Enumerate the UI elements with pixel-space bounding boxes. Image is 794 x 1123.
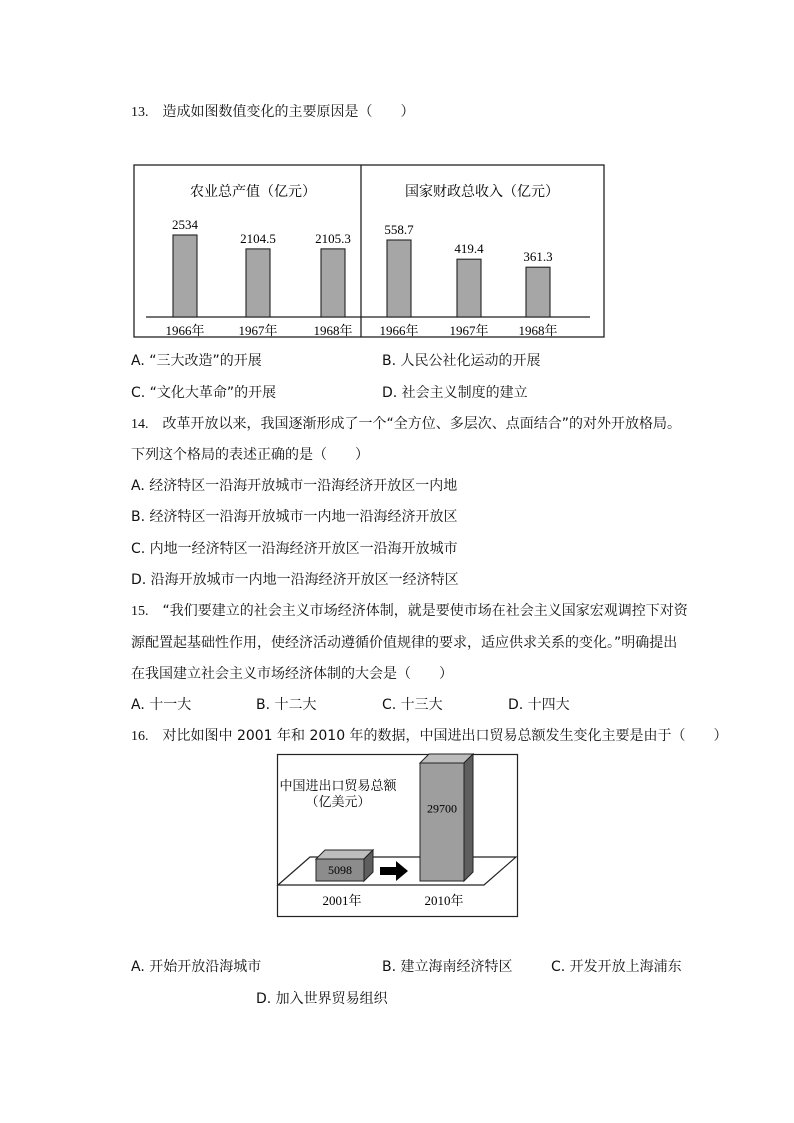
chart-bar-1968年 — [321, 249, 345, 317]
chart-category-label: 1966年 — [165, 323, 205, 338]
q14-option-d[interactable]: D. 沿海开放城市一内地一沿海经济开放区一经济特区 — [131, 572, 459, 588]
chart-value-label: 361.3 — [523, 249, 553, 265]
q15-option-b[interactable]: B. 十二大 — [256, 697, 317, 713]
chart-value-label: 29700 — [427, 801, 457, 816]
q16-number: 16. — [131, 729, 149, 744]
chart-bar-side — [464, 754, 473, 881]
chart-bar-1967年 — [457, 259, 481, 317]
q16-option-c[interactable]: C. 开发开放上海浦东 — [551, 959, 682, 975]
q13-stem — [131, 103, 415, 122]
chart-bar-1968年 — [526, 267, 550, 317]
q16-option-b[interactable]: B. 建立海南经济特区 — [382, 959, 513, 975]
q13-option-b[interactable]: B. 人民公社化运动的开展 — [382, 353, 541, 369]
q15-number: 15. — [131, 604, 149, 619]
chart-bar-1966年 — [173, 235, 197, 317]
chart-bar-1967年 — [246, 249, 270, 317]
chart-value-label: 2105.3 — [315, 230, 351, 246]
q16-option-d[interactable]: D. 加入世界贸易组织 — [256, 991, 388, 1007]
q13-stem-text: 造成如图数值变化的主要原因是（ ） — [162, 104, 415, 120]
q15-stem-line2: 源配置起基础性作用，使经济活动遵循价值规律的要求，适应供求关系的变化。”明确提出 — [131, 635, 678, 651]
chart-category-label: 1967年 — [449, 323, 489, 338]
q15-option-a[interactable]: A. 十一大 — [131, 697, 192, 713]
q13-option-a[interactable]: A. “三大改造”的开展 — [131, 353, 262, 369]
chart-value-label: 2104.5 — [240, 230, 276, 246]
q15-option-c[interactable]: C. 十三大 — [382, 697, 443, 713]
q16-stem-text: 对比如图中 2001 年和 2010 年的数据，中国进出口贸易总额发生变化主要是由于（ ） — [162, 728, 728, 744]
chart-value-label: 558.7 — [384, 222, 414, 237]
q13-chart-title-right: 国家财政总收入（亿元） — [405, 184, 559, 200]
chart-category-label: 2001年 — [322, 893, 362, 908]
q13-chart-title-left: 农业总产值（亿元） — [190, 184, 316, 200]
chart-value-label: 419.4 — [454, 241, 484, 257]
q14-stem-text-1: 改革开放以来，我国逐渐形成了一个“全方位、多层次、点面结合”的对外开放格局。 — [162, 416, 682, 432]
q13-chart — [130, 163, 610, 341]
q14-stem-line2: 下列这个格局的表述正确的是（ ） — [131, 447, 369, 463]
q13-number: 13. — [131, 105, 149, 120]
chart-bar-2010年 — [420, 763, 464, 881]
q15-option-d[interactable]: D. 十四大 — [508, 697, 570, 713]
chart-category-label: 1968年 — [518, 323, 558, 338]
q13-option-c[interactable]: C. “文化大革命”的开展 — [131, 385, 277, 401]
chart-bar-1966年 — [387, 240, 411, 317]
chart-category-label: 1966年 — [379, 323, 419, 338]
chart-bar-top — [316, 850, 373, 859]
q16-option-a[interactable]: A. 开始开放沿海城市 — [131, 959, 262, 975]
q15-stem-text-1: “我们要建立的社会主义市场经济体制，就是要使市场在社会主义国家宏观调控下对资 — [162, 603, 688, 619]
chart-category-label: 2010年 — [424, 893, 464, 908]
chart-value-label: 2534 — [172, 217, 198, 232]
q16-chart-title: 中国进出口贸易总额 — [279, 779, 397, 794]
q16-chart-subtitle: （亿美元） — [305, 795, 371, 810]
chart-value-label: 5098 — [328, 863, 352, 877]
q15-stem-line3: 在我国建立社会主义市场经济体制的大会是（ ） — [131, 666, 453, 682]
q14-option-b[interactable]: B. 经济特区一沿海开放城市一内地一沿海经济开放区 — [131, 509, 458, 525]
q13-option-d[interactable]: D. 社会主义制度的建立 — [382, 385, 528, 401]
chart-category-label: 1968年 — [313, 323, 353, 338]
q14-stem-line1 — [131, 415, 681, 434]
q15-stem-line1 — [131, 602, 688, 621]
q16-chart — [276, 753, 520, 919]
q14-option-a[interactable]: A. 经济特区一沿海开放城市一沿海经济开放区一内地 — [131, 478, 458, 494]
q16-stem — [131, 727, 728, 746]
q14-number: 14. — [131, 417, 149, 432]
q14-option-c[interactable]: C. 内地一经济特区一沿海经济开放区一沿海开放城市 — [131, 541, 458, 557]
chart-category-label: 1967年 — [238, 323, 278, 338]
